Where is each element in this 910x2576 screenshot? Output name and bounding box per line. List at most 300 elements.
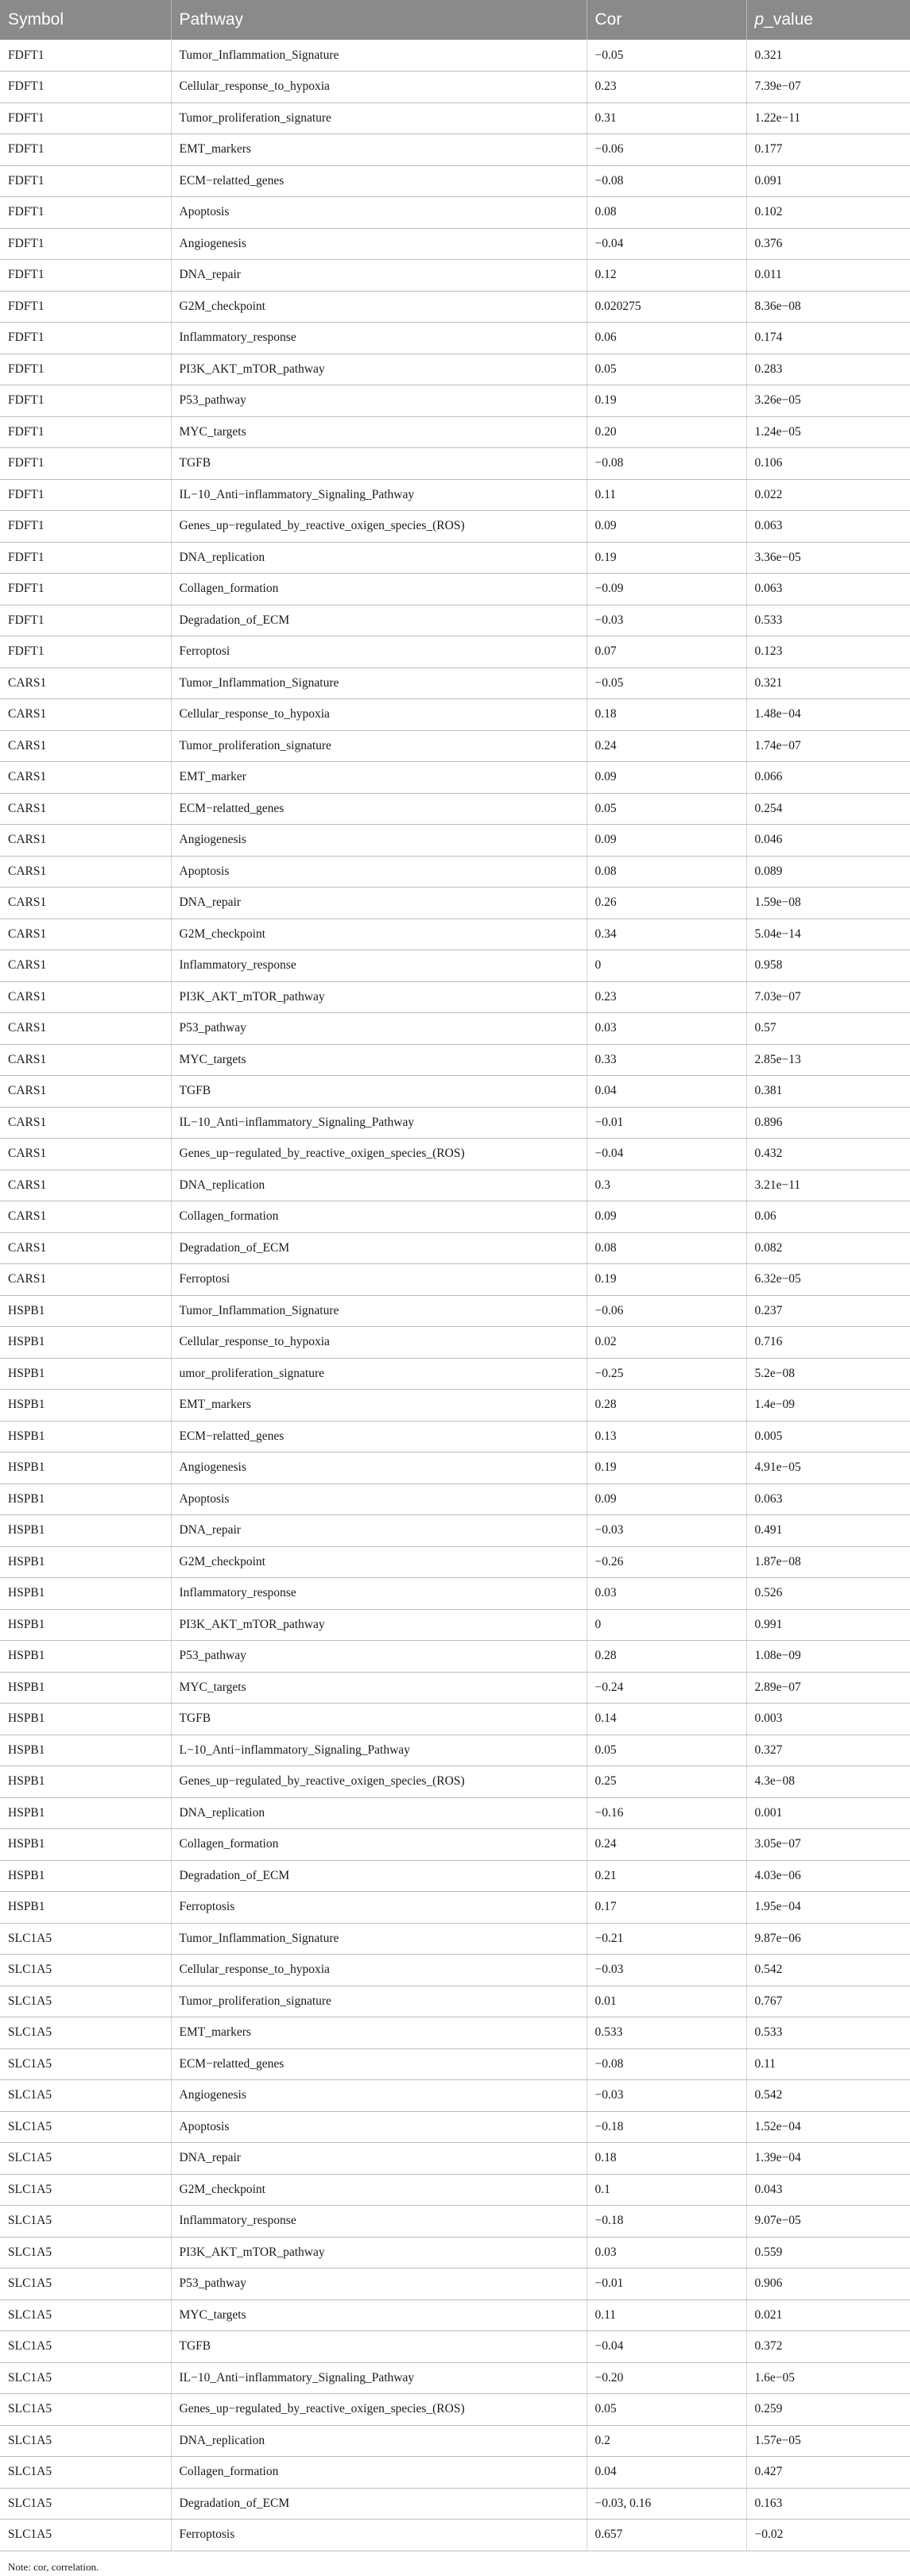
symbol-cell: HSPB1: [0, 1829, 171, 1861]
p-value-cell: −0.02: [746, 2520, 910, 2551]
cor-cell: 0.06: [587, 323, 746, 354]
cor-cell: 0.09: [587, 762, 746, 794]
p-value-cell: 9.07e−05: [746, 2206, 910, 2238]
table-row: [0, 1515, 910, 1547]
cor-cell: −0.20: [587, 2362, 746, 2394]
symbol-cell: FDFT1: [0, 385, 171, 417]
pathway-cell: DNA_replication: [171, 2425, 587, 2457]
symbol-cell: FDFT1: [0, 605, 171, 636]
cor-cell: 0.11: [587, 479, 746, 511]
cor-cell: 0.11: [587, 2299, 746, 2331]
table-row: [0, 2299, 910, 2331]
symbol-cell: CARS1: [0, 667, 171, 699]
symbol-cell: SLC1A5: [0, 2017, 171, 2049]
symbol-cell: SLC1A5: [0, 2425, 171, 2457]
pathway-cell: Collagen_formation: [171, 1829, 587, 1861]
symbol-cell: SLC1A5: [0, 2269, 171, 2300]
cor-cell: −0.03: [587, 605, 746, 636]
p-value-cell: 0.06: [746, 1201, 910, 1233]
symbol-cell: HSPB1: [0, 1452, 171, 1484]
p-value-cell: 2.85e−13: [746, 1044, 910, 1076]
symbol-cell: HSPB1: [0, 1860, 171, 1892]
table-row: [0, 1264, 910, 1296]
p-value-cell: 0.542: [746, 2080, 910, 2112]
cor-cell: 0.21: [587, 1860, 746, 1892]
p-value-cell: 0.091: [746, 165, 910, 197]
symbol-cell: HSPB1: [0, 1295, 171, 1327]
symbol-cell: CARS1: [0, 1139, 171, 1170]
pathway-cell: IL−10_Anti−inflammatory_Signaling_Pathway: [171, 479, 587, 511]
table-row: [0, 416, 910, 448]
p-value-cell: 0.106: [746, 448, 910, 480]
p-value-cell: 0.063: [746, 511, 910, 543]
symbol-cell: SLC1A5: [0, 2206, 171, 2238]
symbol-cell: CARS1: [0, 888, 171, 919]
table-row: [0, 793, 910, 825]
table-row: [0, 856, 910, 888]
table-row: [0, 2520, 910, 2551]
table-row: [0, 2362, 910, 2394]
table-row: [0, 1672, 910, 1704]
symbol-cell: SLC1A5: [0, 1986, 171, 2017]
pathway-cell: IL−10_Anti−inflammatory_Signaling_Pathway: [171, 2362, 587, 2394]
table-row: [0, 2080, 910, 2112]
p-value-cell: 0.381: [746, 1076, 910, 1108]
pathway-cell: P53_pathway: [171, 2269, 587, 2300]
cor-cell: −0.09: [587, 574, 746, 605]
pathway-cell: umor_proliferation_signature: [171, 1358, 587, 1390]
p-value-cell: 1.6e−05: [746, 2362, 910, 2394]
cor-cell: 0.24: [587, 730, 746, 762]
symbol-cell: FDFT1: [0, 542, 171, 574]
cor-cell: 0.04: [587, 1076, 746, 1108]
cor-cell: 0.05: [587, 2394, 746, 2426]
cor-cell: 0.2: [587, 2425, 746, 2457]
symbol-cell: HSPB1: [0, 1672, 171, 1704]
cor-cell: 0.08: [587, 197, 746, 229]
p-value-cell: 0.767: [746, 1986, 910, 2017]
table-row: [0, 2237, 910, 2269]
symbol-cell: SLC1A5: [0, 2174, 171, 2206]
p-value-cell: 0.001: [746, 1797, 910, 1829]
table-row: [0, 1986, 910, 2017]
pathway-cell: TGFB: [171, 2331, 587, 2363]
p-value-cell: 0.163: [746, 2488, 910, 2520]
p-value-cell: 0.043: [746, 2174, 910, 2206]
p-value-cell: 1.48e−04: [746, 699, 910, 731]
table-row: [0, 1483, 910, 1515]
pathway-cell: EMT_markers: [171, 134, 587, 166]
symbol-cell: HSPB1: [0, 1483, 171, 1515]
pathway-cell: Degradation_of_ECM: [171, 1860, 587, 1892]
symbol-cell: CARS1: [0, 1107, 171, 1139]
symbol-cell: HSPB1: [0, 1358, 171, 1390]
pathway-cell: MYC_targets: [171, 1672, 587, 1704]
pathway-cell: Apoptosis: [171, 197, 587, 229]
pathway-cell: DNA_replication: [171, 542, 587, 574]
cor-cell: −0.26: [587, 1546, 746, 1578]
symbol-cell: HSPB1: [0, 1421, 171, 1452]
header-p-value: [746, 0, 910, 40]
cor-cell: −0.04: [587, 1139, 746, 1170]
symbol-cell: FDFT1: [0, 40, 171, 72]
symbol-cell: SLC1A5: [0, 2331, 171, 2363]
table-row: [0, 636, 910, 668]
pathway-cell: Angiogenesis: [171, 825, 587, 857]
pathway-cell: Tumor_proliferation_signature: [171, 730, 587, 762]
p-value-cell: 1.08e−09: [746, 1641, 910, 1673]
symbol-cell: FDFT1: [0, 416, 171, 448]
cor-cell: 0.19: [587, 1264, 746, 1296]
p-value-cell: 0.327: [746, 1735, 910, 1766]
p-value-cell: 4.3e−08: [746, 1766, 910, 1798]
p-value-cell: 1.4e−09: [746, 1390, 910, 1421]
table-row: [0, 197, 910, 229]
table-header: [0, 0, 910, 40]
cor-cell: −0.24: [587, 1672, 746, 1704]
p-value-cell: 3.36e−05: [746, 542, 910, 574]
symbol-cell: HSPB1: [0, 1641, 171, 1673]
symbol-cell: FDFT1: [0, 197, 171, 229]
pathway-cell: L−10_Anti−inflammatory_Signaling_Pathway: [171, 1735, 587, 1766]
p-value-cell: 0.533: [746, 605, 910, 636]
pathway-cell: Tumor_Inflammation_Signature: [171, 667, 587, 699]
p-value-cell: 0.063: [746, 574, 910, 605]
cor-cell: −0.04: [587, 228, 746, 260]
pathway-cell: Degradation_of_ECM: [171, 2488, 587, 2520]
table-row: [0, 448, 910, 480]
cor-cell: 0.05: [587, 354, 746, 385]
symbol-cell: FDFT1: [0, 448, 171, 480]
cor-cell: −0.08: [587, 2048, 746, 2080]
p-value-cell: 0.427: [746, 2457, 910, 2489]
symbol-cell: SLC1A5: [0, 2080, 171, 2112]
cor-cell: 0.34: [587, 919, 746, 950]
table-row: [0, 228, 910, 260]
pathway-cell: Tumor_Inflammation_Signature: [171, 40, 587, 72]
p-value-cell: 0.066: [746, 762, 910, 794]
pathway-cell: Collagen_formation: [171, 2457, 587, 2489]
pathway-cell: Angiogenesis: [171, 2080, 587, 2112]
table-row: [0, 2017, 910, 2049]
pathway-cell: MYC_targets: [171, 2299, 587, 2331]
pathway-cell: Tumor_Inflammation_Signature: [171, 1295, 587, 1327]
symbol-cell: SLC1A5: [0, 2520, 171, 2551]
symbol-cell: SLC1A5: [0, 2111, 171, 2143]
symbol-cell: HSPB1: [0, 1390, 171, 1421]
table-row: [0, 1452, 910, 1484]
p-value-cell: 0.177: [746, 134, 910, 166]
table-row: [0, 2111, 910, 2143]
symbol-cell: HSPB1: [0, 1735, 171, 1766]
cor-cell: 0.31: [587, 102, 746, 134]
p-value-cell: 1.87e−08: [746, 1546, 910, 1578]
p-value-cell: 0.102: [746, 197, 910, 229]
table-row: [0, 919, 910, 950]
table-row: [0, 1295, 910, 1327]
cor-cell: 0.17: [587, 1892, 746, 1924]
table-row: [0, 2143, 910, 2175]
table-row: [0, 1797, 910, 1829]
pathway-cell: DNA_repair: [171, 1515, 587, 1547]
table-row: [0, 1139, 910, 1170]
symbol-cell: HSPB1: [0, 1766, 171, 1798]
p-value-cell: 0.089: [746, 856, 910, 888]
cor-cell: −0.05: [587, 667, 746, 699]
pathway-cell: MYC_targets: [171, 416, 587, 448]
symbol-cell: CARS1: [0, 1201, 171, 1233]
table-row: [0, 1044, 910, 1076]
pathway-cell: DNA_replication: [171, 1797, 587, 1829]
table-row: [0, 1232, 910, 1264]
cor-cell: −0.06: [587, 134, 746, 166]
p-value-cell: 0.174: [746, 323, 910, 354]
cor-cell: 0.07: [587, 636, 746, 668]
p-value-cell: 0.716: [746, 1327, 910, 1359]
pathway-cell: Ferroptosi: [171, 1264, 587, 1296]
cor-cell: −0.18: [587, 2206, 746, 2238]
table-row: [0, 134, 910, 166]
table-row: [0, 1013, 910, 1045]
table-row: [0, 479, 910, 511]
cor-cell: 0: [587, 1609, 746, 1641]
symbol-cell: SLC1A5: [0, 2048, 171, 2080]
cor-cell: 0.03: [587, 2237, 746, 2269]
cor-cell: −0.03: [587, 2080, 746, 2112]
p-value-cell: 0.003: [746, 1704, 910, 1735]
cor-cell: −0.08: [587, 448, 746, 480]
pathway-cell: G2M_checkpoint: [171, 2174, 587, 2206]
table-row: [0, 888, 910, 919]
symbol-cell: FDFT1: [0, 102, 171, 134]
pathway-cell: Genes_up−regulated_by_reactive_oxigen_species_(ROS): [171, 1139, 587, 1170]
cor-cell: 0.03: [587, 1578, 746, 1610]
pathway-cell: G2M_checkpoint: [171, 1546, 587, 1578]
symbol-cell: FDFT1: [0, 636, 171, 668]
p-value-cell: 3.26e−05: [746, 385, 910, 417]
symbol-cell: FDFT1: [0, 323, 171, 354]
pathway-cell: PI3K_AKT_mTOR_pathway: [171, 354, 587, 385]
p-value-cell: 0.542: [746, 1955, 910, 1986]
cor-cell: −0.25: [587, 1358, 746, 1390]
p-value-cell: 7.39e−07: [746, 72, 910, 103]
table-row: [0, 542, 910, 574]
table-row: [0, 1923, 910, 1955]
cor-cell: −0.18: [587, 2111, 746, 2143]
p-value-cell: 0.559: [746, 2237, 910, 2269]
cor-cell: 0.533: [587, 2017, 746, 2049]
p-value-cell: 0.005: [746, 1421, 910, 1452]
pathway-cell: ECM−relatted_genes: [171, 793, 587, 825]
cor-cell: 0.20: [587, 416, 746, 448]
cor-cell: −0.01: [587, 2269, 746, 2300]
table-row: [0, 1704, 910, 1735]
p-value-cell: 0.321: [746, 667, 910, 699]
symbol-cell: FDFT1: [0, 291, 171, 323]
p-value-cell: 1.52e−04: [746, 2111, 910, 2143]
cor-cell: 0.23: [587, 72, 746, 103]
table-row: [0, 2488, 910, 2520]
p-value-cell: 1.59e−08: [746, 888, 910, 919]
pathway-cell: ECM−relatted_genes: [171, 165, 587, 197]
cor-cell: 0.28: [587, 1390, 746, 1421]
p-value-cell: 5.2e−08: [746, 1358, 910, 1390]
symbol-cell: SLC1A5: [0, 2457, 171, 2489]
table-row: [0, 2425, 910, 2457]
p-value-cell: 5.04e−14: [746, 919, 910, 950]
table-row: [0, 1170, 910, 1201]
table-row: [0, 1327, 910, 1359]
symbol-cell: HSPB1: [0, 1609, 171, 1641]
table-row: [0, 165, 910, 197]
table-row: [0, 2331, 910, 2363]
pathway-cell: DNA_repair: [171, 888, 587, 919]
symbol-cell: FDFT1: [0, 72, 171, 103]
p-value-cell: 4.03e−06: [746, 1860, 910, 1892]
p-value-cell: 3.05e−07: [746, 1829, 910, 1861]
header-p-rest: _value: [764, 10, 814, 29]
p-value-cell: 2.89e−07: [746, 1672, 910, 1704]
pathway-cell: Cellular_response_to_hypoxia: [171, 72, 587, 103]
pathway-cell: ECM−relatted_genes: [171, 2048, 587, 2080]
table-row: [0, 291, 910, 323]
table-row: [0, 1892, 910, 1924]
pathway-cell: PI3K_AKT_mTOR_pathway: [171, 2237, 587, 2269]
cor-cell: −0.06: [587, 1295, 746, 1327]
cor-cell: 0.24: [587, 1829, 746, 1861]
table-row: [0, 667, 910, 699]
p-value-cell: 0.011: [746, 260, 910, 292]
cor-cell: 0.657: [587, 2520, 746, 2551]
pathway-cell: Inflammatory_response: [171, 323, 587, 354]
pathway-cell: G2M_checkpoint: [171, 919, 587, 950]
pathway-cell: MYC_targets: [171, 1044, 587, 1076]
table-row: [0, 1955, 910, 1986]
pathway-cell: G2M_checkpoint: [171, 291, 587, 323]
symbol-cell: SLC1A5: [0, 2488, 171, 2520]
cor-cell: 0.04: [587, 2457, 746, 2489]
cor-cell: 0.19: [587, 542, 746, 574]
pathway-cell: Genes_up−regulated_by_reactive_oxigen_species_(ROS): [171, 1766, 587, 1798]
table-row: [0, 2269, 910, 2300]
p-value-cell: 9.87e−06: [746, 1923, 910, 1955]
pathway-cell: Inflammatory_response: [171, 1578, 587, 1610]
table-row: [0, 102, 910, 134]
pathway-cell: Ferroptosi: [171, 636, 587, 668]
p-value-cell: 0.021: [746, 2299, 910, 2331]
cor-cell: 0.05: [587, 793, 746, 825]
p-value-cell: 0.526: [746, 1578, 910, 1610]
table-row: [0, 825, 910, 857]
p-value-cell: 0.991: [746, 1609, 910, 1641]
header-row: [0, 0, 910, 40]
p-value-cell: 1.95e−04: [746, 1892, 910, 1924]
symbol-cell: HSPB1: [0, 1797, 171, 1829]
symbol-cell: SLC1A5: [0, 1955, 171, 1986]
pathway-cell: TGFB: [171, 1076, 587, 1108]
cor-cell: 0.020275: [587, 291, 746, 323]
pathway-cell: PI3K_AKT_mTOR_pathway: [171, 981, 587, 1013]
p-value-cell: 0.491: [746, 1515, 910, 1547]
symbol-cell: HSPB1: [0, 1704, 171, 1735]
table-row: [0, 323, 910, 354]
symbol-cell: FDFT1: [0, 228, 171, 260]
pathway-cell: Angiogenesis: [171, 228, 587, 260]
cor-cell: −0.04: [587, 2331, 746, 2363]
table-row: [0, 511, 910, 543]
p-value-cell: 0.958: [746, 950, 910, 982]
pathway-cell: P53_pathway: [171, 1641, 587, 1673]
table-row: [0, 699, 910, 731]
pathway-cell: EMT_markers: [171, 1390, 587, 1421]
symbol-cell: CARS1: [0, 699, 171, 731]
symbol-cell: CARS1: [0, 762, 171, 794]
symbol-cell: FDFT1: [0, 354, 171, 385]
symbol-cell: CARS1: [0, 981, 171, 1013]
cor-cell: 0.13: [587, 1421, 746, 1452]
symbol-cell: CARS1: [0, 856, 171, 888]
table-row: [0, 950, 910, 982]
pathway-cell: Genes_up−regulated_by_reactive_oxigen_species_(ROS): [171, 2394, 587, 2426]
cor-cell: −0.05: [587, 40, 746, 72]
table-row: [0, 1107, 910, 1139]
table-note: Note: cor, correlation.: [8, 2560, 99, 2573]
pathway-cell: ECM−relatted_genes: [171, 1421, 587, 1452]
pathway-cell: Inflammatory_response: [171, 950, 587, 982]
table-row: [0, 1546, 910, 1578]
p-value-cell: 6.32e−05: [746, 1264, 910, 1296]
symbol-cell: FDFT1: [0, 165, 171, 197]
p-value-cell: 0.082: [746, 1232, 910, 1264]
table-row: [0, 762, 910, 794]
symbol-cell: HSPB1: [0, 1515, 171, 1547]
table-row: [0, 40, 910, 72]
table-row: [0, 1578, 910, 1610]
symbol-cell: SLC1A5: [0, 1923, 171, 1955]
p-value-cell: 0.063: [746, 1483, 910, 1515]
symbol-cell: CARS1: [0, 730, 171, 762]
table-row: [0, 385, 910, 417]
symbol-cell: CARS1: [0, 919, 171, 950]
table-row: [0, 2174, 910, 2206]
pathway-cell: DNA_replication: [171, 1170, 587, 1201]
cor-cell: −0.03: [587, 1515, 746, 1547]
table-row: [0, 2457, 910, 2489]
symbol-cell: FDFT1: [0, 511, 171, 543]
cor-cell: 0.14: [587, 1704, 746, 1735]
cor-cell: 0.1: [587, 2174, 746, 2206]
header-symbol: Symbol: [0, 0, 171, 40]
cor-cell: 0.09: [587, 1201, 746, 1233]
table-row: [0, 574, 910, 605]
table-row: [0, 1358, 910, 1390]
header-p-italic: p: [754, 10, 765, 29]
p-value-cell: 0.906: [746, 2269, 910, 2300]
table-row: [0, 1421, 910, 1452]
cor-cell: 0.18: [587, 699, 746, 731]
cor-cell: 0.01: [587, 1986, 746, 2017]
symbol-cell: FDFT1: [0, 479, 171, 511]
table-row: [0, 1860, 910, 1892]
p-value-cell: 1.22e−11: [746, 102, 910, 134]
symbol-cell: FDFT1: [0, 260, 171, 292]
symbol-cell: CARS1: [0, 1013, 171, 1045]
pathway-cell: Inflammatory_response: [171, 2206, 587, 2238]
p-value-cell: 0.432: [746, 1139, 910, 1170]
cor-cell: 0.08: [587, 1232, 746, 1264]
cor-cell: 0.28: [587, 1641, 746, 1673]
pathway-cell: DNA_repair: [171, 260, 587, 292]
